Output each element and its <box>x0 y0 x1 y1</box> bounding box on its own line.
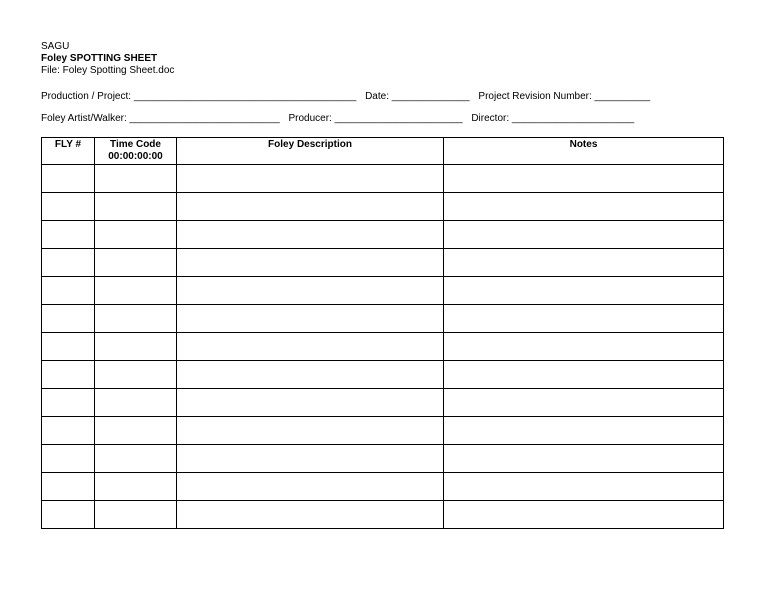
producer-field[interactable]: Producer: _______________________ <box>288 113 463 124</box>
notes-cell[interactable] <box>444 473 724 501</box>
column-header-description: Foley Description <box>177 138 444 165</box>
fly-cell[interactable] <box>42 221 95 249</box>
notes-cell[interactable] <box>444 193 724 221</box>
fly-cell[interactable] <box>42 473 95 501</box>
description-cell[interactable] <box>177 361 444 389</box>
fly-cell[interactable] <box>42 445 95 473</box>
notes-cell[interactable] <box>444 305 724 333</box>
description-cell[interactable] <box>177 193 444 221</box>
description-cell[interactable] <box>177 501 444 529</box>
fly-cell[interactable] <box>42 249 95 277</box>
notes-cell[interactable] <box>444 361 724 389</box>
fly-cell[interactable] <box>42 193 95 221</box>
notes-cell[interactable] <box>444 417 724 445</box>
column-header-fly: FLY # <box>42 138 95 165</box>
timecode-cell[interactable] <box>95 305 177 333</box>
timecode-cell[interactable] <box>95 361 177 389</box>
table-row <box>42 473 724 501</box>
timecode-cell[interactable] <box>95 473 177 501</box>
project-info-line <box>41 91 656 103</box>
file-name: File: Foley Spotting Sheet.doc <box>41 65 175 76</box>
fly-cell[interactable] <box>42 361 95 389</box>
date-field[interactable]: Date: ______________ <box>365 91 470 102</box>
description-cell[interactable] <box>177 277 444 305</box>
table-row <box>42 249 724 277</box>
revision-number-field[interactable]: Project Revision Number: __________ <box>478 91 651 102</box>
description-cell[interactable] <box>177 249 444 277</box>
table-row <box>42 277 724 305</box>
timecode-cell[interactable] <box>95 249 177 277</box>
notes-cell[interactable] <box>444 165 724 193</box>
timecode-cell[interactable] <box>95 221 177 249</box>
notes-cell[interactable] <box>444 221 724 249</box>
description-cell[interactable] <box>177 305 444 333</box>
table-row <box>42 445 724 473</box>
sheet-title: Foley SPOTTING SHEET <box>41 53 158 64</box>
description-cell[interactable] <box>177 417 444 445</box>
timecode-format: 00:00:00:00 <box>108 151 163 162</box>
table-row <box>42 165 724 193</box>
description-cell[interactable] <box>177 445 444 473</box>
timecode-cell[interactable] <box>95 501 177 529</box>
table-row <box>42 221 724 249</box>
director-field[interactable]: Director: ______________________ <box>471 113 635 124</box>
description-cell[interactable] <box>177 473 444 501</box>
timecode-label: Time Code <box>110 139 161 150</box>
description-cell[interactable] <box>177 221 444 249</box>
foley-artist-field[interactable]: Foley Artist/Walker: ___________________________ <box>41 113 280 124</box>
fly-cell[interactable] <box>42 333 95 361</box>
document-header <box>41 41 174 77</box>
column-header-notes: Notes <box>444 138 724 165</box>
table-row <box>42 333 724 361</box>
table-body <box>42 165 724 529</box>
timecode-cell[interactable] <box>95 165 177 193</box>
notes-cell[interactable] <box>444 333 724 361</box>
timecode-cell[interactable] <box>95 389 177 417</box>
fly-cell[interactable] <box>42 305 95 333</box>
fly-cell[interactable] <box>42 389 95 417</box>
notes-cell[interactable] <box>444 445 724 473</box>
table-row <box>42 389 724 417</box>
org-name: SAGU <box>41 41 70 52</box>
column-header-timecode <box>95 138 177 165</box>
timecode-cell[interactable] <box>95 193 177 221</box>
table-header-row <box>42 138 724 165</box>
fly-cell[interactable] <box>42 417 95 445</box>
table-row <box>42 305 724 333</box>
notes-cell[interactable] <box>444 389 724 417</box>
fly-cell[interactable] <box>42 277 95 305</box>
timecode-cell[interactable] <box>95 277 177 305</box>
crew-info-line <box>41 113 640 125</box>
description-cell[interactable] <box>177 333 444 361</box>
notes-cell[interactable] <box>444 501 724 529</box>
notes-cell[interactable] <box>444 249 724 277</box>
table-row <box>42 417 724 445</box>
timecode-cell[interactable] <box>95 417 177 445</box>
fly-cell[interactable] <box>42 501 95 529</box>
timecode-cell[interactable] <box>95 333 177 361</box>
spotting-table <box>41 137 724 529</box>
fly-cell[interactable] <box>42 165 95 193</box>
table-row <box>42 501 724 529</box>
description-cell[interactable] <box>177 165 444 193</box>
notes-cell[interactable] <box>444 277 724 305</box>
table-row <box>42 193 724 221</box>
production-project-field[interactable]: Production / Project: ________________________________________ <box>41 91 357 102</box>
description-cell[interactable] <box>177 389 444 417</box>
table-row <box>42 361 724 389</box>
timecode-cell[interactable] <box>95 445 177 473</box>
